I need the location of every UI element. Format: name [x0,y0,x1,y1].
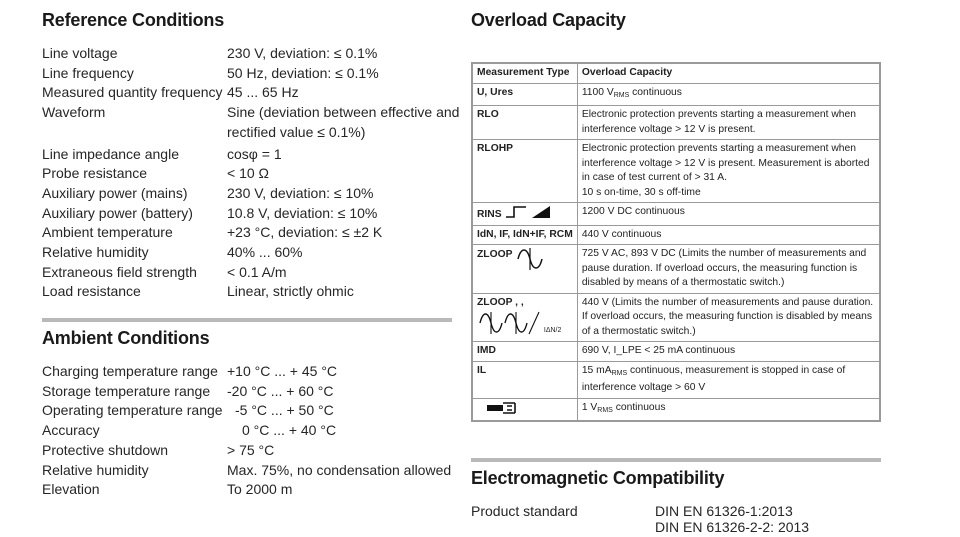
product-standard-values [655,503,809,535]
row-label: Relative humidity [42,461,149,478]
list-item [42,83,459,103]
row-value: To 2000 m [227,481,293,498]
list-item [42,362,451,382]
measurement-type-label: ZLOOP , , [477,296,524,308]
probe-clamp-icon [485,401,521,415]
list-item [42,103,459,142]
row-label: Line voltage [42,45,118,61]
row-label: Protective shutdown [42,441,169,458]
standard-value: DIN EN 61326-1:2013 [655,503,793,519]
row-value: < 0.1 A/m [227,263,287,280]
table-row [472,106,880,140]
measurement-type [472,203,577,226]
capacity-text: Electronic protection prevents starting a measurement when interference voltage > 12 V is present. Measurement is aborted in case of test current of > 31 A. [581,143,870,183]
measurement-type-label: ZLOOP [477,249,513,260]
overload-capacity-title: Overload Capacity [471,10,626,30]
emc-title: Electromagnetic Compatibility [471,468,725,488]
measurement-type: RLOHP [472,140,577,203]
row-label: Auxiliary power (mains) [42,184,188,201]
capacity-subscript: RMS [613,91,630,99]
measurement-type: U, Ures [472,83,577,106]
row-value: 230 V, deviation: ≤ 10% [227,184,374,201]
measurement-type [472,398,577,421]
list-item [42,204,459,224]
overload-capacity: 440 V continuous [577,225,880,245]
table-row [472,398,880,421]
row-label: Storage temperature range [42,382,211,399]
table-row [472,225,880,245]
row-value: 10.8 V, deviation: ≤ 10% [227,204,378,221]
row-label: Measured quantity frequency [42,84,223,101]
row-label: Waveform [42,104,106,121]
row-value: 50 Hz, deviation: ≤ 0.1% [227,64,379,81]
row-label: Relative humidity [42,244,149,261]
overload-capacity: Electronic protection prevents starting a measurement when interference voltage > 12 V is present. [577,106,880,140]
row-label: Load resistance [42,283,141,300]
list-item [42,382,451,402]
row-label: Line impedance angle [42,145,179,162]
measurement-type: IdN, IF, IdN+IF, RCM [472,225,577,245]
table-row [472,293,880,342]
row-label: Accuracy [42,422,100,439]
overload-capacity [577,140,880,203]
list-item [42,263,459,283]
row-label: Probe resistance [42,165,148,182]
column-header: Measurement Type [472,63,577,83]
capacity-subscript: RMS [611,369,628,377]
measurement-type [472,245,577,294]
sine-wave-icon [515,247,545,271]
measurement-type: RLO [472,106,577,140]
overload-capacity: 440 V (Limits the number of measurements and pause duration. If overload occurs, the measuring function is disabled by means of a thermostatic switch.) [577,293,880,342]
row-value: -20 °C ... + 60 °C [227,382,334,399]
list-item [42,223,459,243]
row-value: cosφ = 1 [227,145,282,162]
row-value: 230 V, deviation: ≤ 0.1% [227,45,378,61]
list-item [42,282,459,302]
capacity-text-line2: 10 s on-time, 30 s off-time [581,186,701,198]
reference-conditions-title: Reference Conditions [42,10,225,30]
list-item [42,145,459,165]
row-value: 40% ... 60% [227,244,303,261]
section-divider [42,318,452,322]
measurement-type [472,293,577,342]
capacity-text: 15 mA [581,364,612,376]
list-item [42,44,459,64]
ambient-conditions-list [42,362,451,500]
list-item [42,243,459,263]
table-row [472,342,880,362]
table-row [472,203,880,226]
measurement-type-subscript: IΔN/2 [543,327,562,334]
row-label: Charging temperature range [42,363,218,379]
list-item [42,421,451,441]
overload-table [471,62,881,422]
ambient-conditions-title: Ambient Conditions [42,328,210,348]
list-item [42,184,459,204]
row-label: Extraneous field strength [42,263,197,280]
measurement-type-label: RINS [477,209,502,220]
overload-capacity [577,398,880,421]
capacity-text: 1 V [581,401,598,413]
row-label: Ambient temperature [42,224,173,241]
measurement-type: IL [472,361,577,398]
ramp-pulse-icon [504,205,554,219]
overload-capacity: 725 V AC, 893 V DC (Limits the number of measurements and pause duration. If overload occurs, the measuring function is disabled by means of a thermostatic switch.) [577,245,880,294]
overload-capacity [577,83,880,106]
measurement-type: IMD [472,342,577,362]
multi-wave-icon [477,310,541,336]
list-item [42,64,459,84]
row-value: 45 ... 65 Hz [227,84,299,101]
capacity-text: 1100 V [581,86,614,98]
reference-conditions-list [42,44,459,302]
row-value: Max. 75%, no condensation allowed [227,461,452,478]
row-value: > 75 °C [227,441,275,458]
row-label: Elevation [42,481,100,498]
list-item [42,480,451,500]
row-value: +23 °C, deviation: ≤ ±2 K [227,224,383,241]
row-value: Linear, strictly ohmic [227,283,354,300]
table-header-row [472,63,880,83]
standard-value: DIN EN 61326-2-2: 2013 [655,519,810,535]
capacity-text-tail: continuous, measurement is stopped in case of interference voltage > 60 V [581,364,846,393]
table-row [472,83,880,106]
row-value-line2: rectified value ≤ 0.1%) [227,123,366,140]
overload-capacity: 690 V, I_LPE < 25 mA continuous [577,342,880,362]
table-row [472,245,880,294]
row-value: < 10 Ω [227,165,269,182]
capacity-text-tail: continuous [612,401,666,413]
section-divider [471,458,881,462]
row-label: Operating temperature range [42,402,223,419]
row-value [227,103,459,142]
list-item [42,441,451,461]
overload-capacity [577,361,880,398]
list-item [42,461,451,481]
product-standard-label: Product standard [471,503,578,519]
capacity-subscript: RMS [597,406,613,414]
row-value: 0 °C ... + 40 °C [242,422,337,439]
row-value-line1: Sine (deviation between effective and [227,104,460,121]
column-header: Overload Capacity [577,63,880,83]
table-row [472,361,880,398]
row-label: Line frequency [42,64,134,81]
row-value: +10 °C ... + 45 °C [227,363,338,379]
capacity-text-tail: continuous [629,86,682,98]
row-label: Auxiliary power (battery) [42,204,193,221]
list-item [42,164,459,184]
table-row [472,140,880,203]
row-value: -5 °C ... + 50 °C [235,402,334,419]
overload-capacity: 1200 V DC continuous [577,203,880,226]
list-item [42,401,451,421]
